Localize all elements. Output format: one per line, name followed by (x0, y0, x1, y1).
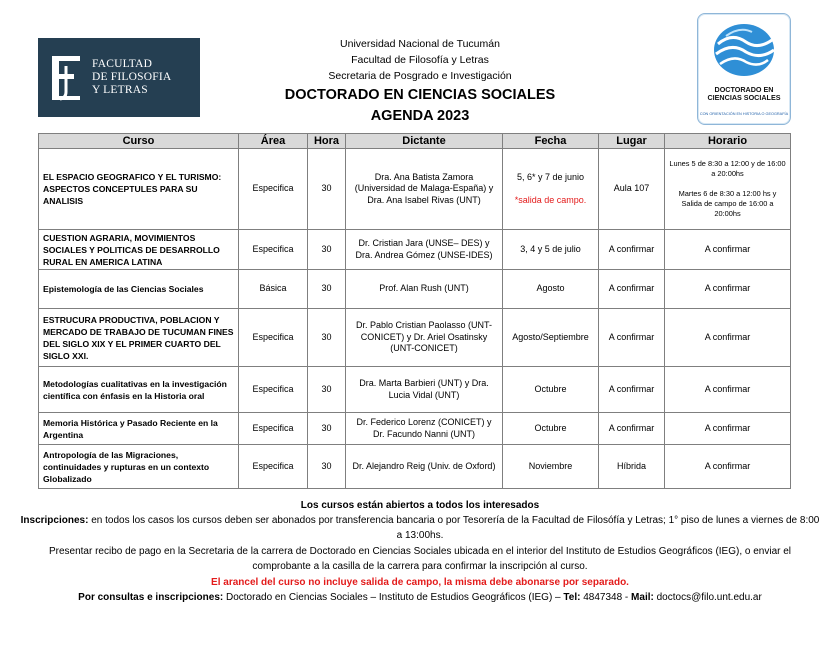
university-name: Universidad Nacional de Tucumán (340, 38, 500, 50)
cell-area: Especifica (239, 413, 308, 445)
cell-dictante: Dr. Alejandro Reig (Univ. de Oxford) (346, 445, 503, 489)
cons-text: Doctorado en Ciencias Sociales – Instituto de Estudios Geográficos (IEG) – (223, 592, 564, 603)
cell-fecha: Noviembre (503, 445, 599, 489)
cell-dictante: Prof. Alan Rush (UNT) (346, 270, 503, 309)
faculty-monogram-icon (46, 52, 86, 104)
horario-line-a: Lunes 5 de 8:30 a 12:00 y de 16:00 a 20:00hs (669, 159, 786, 178)
footer-consultas (20, 590, 820, 605)
cell-dictante: Dra. Ana Batista Zamora (Universidad de Malaga-España) y Dra. Ana Isabel Rivas (UNT) (346, 149, 503, 230)
col-header-fecha: Fecha (503, 134, 599, 149)
secretary-name: Secretaria de Posgrado e Investigación (328, 70, 512, 82)
table-row (39, 149, 791, 230)
cell-horario: A confirmar (665, 445, 791, 489)
cell-lugar: A confirmar (599, 309, 665, 367)
cell-horario: A confirmar (665, 230, 791, 270)
cell-fecha (503, 149, 599, 230)
cell-dictante: Dr. Cristian Jara (UNSE– DES) y Dra. Andrea Gómez (UNSE-IDES) (346, 230, 503, 270)
cell-lugar: Aula 107 (599, 149, 665, 230)
cell-area: Especifica (239, 445, 308, 489)
cell-lugar: A confirmar (599, 230, 665, 270)
footer-inscripciones (20, 513, 820, 543)
cell-fecha: Agosto/Septiembre (503, 309, 599, 367)
table-row (39, 413, 791, 445)
cell-area: Básica (239, 270, 308, 309)
footer-presentar: Presentar recibo de pago en la Secretaria de la carrera de Doctorado en Ciencias Sociales ubicada en el interior del Instituto de Estudios Geográficos (IEG), o enviar el comprobante a la casilla de la carrera para confirmar la inscripción al curso. (48, 546, 792, 572)
mail-value[interactable]: doctocs@filo.unt.edu.ar (653, 592, 762, 603)
cell-fecha: Agosto (503, 270, 599, 309)
cell-curso: CUESTION AGRARIA, MOVIMIENTOS SOCIALES Y POLITICAS DE DESARROLLO RURAL EN AMERICA LATINA (39, 230, 239, 270)
table-header-row (39, 134, 791, 149)
cell-horario (665, 149, 791, 230)
cell-curso: EL ESPACIO GEOGRAFICO Y EL TURISMO: ASPECTOS CONCEPTULES PARA SU ANALISIS (39, 149, 239, 230)
fecha-value: 5, 6* y 7 de junio (516, 171, 585, 182)
doctorado-logo-text (698, 86, 790, 102)
cell-area: Especifica (239, 149, 308, 230)
cell-lugar: Híbrida (599, 445, 665, 489)
logo-line-2: DE FILOSOFIA (92, 71, 172, 83)
logo-line-3: Y LETRAS (92, 84, 148, 96)
cell-dictante: Dra. Marta Barbieri (UNT) y Dra. Lucia Vidal (UNT) (346, 367, 503, 413)
faculty-logo-text (92, 58, 171, 97)
tel-value: 4847348 - (580, 592, 632, 603)
cell-fecha: Octubre (503, 367, 599, 413)
doctorado-logo-line-2: CIENCIAS SOCIALES (707, 93, 781, 102)
insc-text: en todos los casos los cursos deben ser abonados por transferencia bancaria o por Tesorería de la Facultad de Filosófía y Letras; 1° piso de lunes a viernes de 8:00 a 13:00hs. (88, 515, 820, 541)
col-header-area: Área (239, 134, 308, 149)
fecha-note: *salida de campo. (514, 195, 587, 205)
cell-lugar: A confirmar (599, 413, 665, 445)
tel-label: Tel: (563, 592, 581, 603)
footer-open-notice: Los cursos están abiertos a todos los interesados (300, 500, 540, 511)
table-row (39, 445, 791, 489)
cell-dictante: Dr. Pablo Cristian Paolasso (UNT-CONICET) y Dr. Ariel Osatinsky (UNT-CONICET) (346, 309, 503, 367)
col-header-curso: Curso (39, 134, 239, 149)
cell-hora: 30 (308, 270, 346, 309)
cell-curso: ESTRUCURA PRODUCTIVA, POBLACION Y MERCADO DE TRABAJO DE TUCUMAN FINES DEL SIGLO XIX Y EL PRIMER CUARTO DEL SIGLO XXI. (39, 309, 239, 367)
horario-line-b: Martes 6 de 8:30 a 12:00 hs y Salida de campo de 16:00 a 20:00hs (678, 189, 777, 218)
page-subtitle: AGENDA 2023 (370, 108, 470, 124)
table-row (39, 230, 791, 270)
faculty-name: Facultad de Filosofía y Letras (351, 54, 489, 66)
waves-icon (706, 20, 782, 80)
cell-fecha: Octubre (503, 413, 599, 445)
logo-line-1: FACULTAD (92, 58, 153, 70)
table-row (39, 270, 791, 309)
mail-label: Mail: (631, 592, 654, 603)
col-header-lugar: Lugar (599, 134, 665, 149)
cell-horario: A confirmar (665, 309, 791, 367)
cell-curso: Epistemología de las Ciencias Sociales (39, 270, 239, 309)
cell-curso: Antropología de las Migraciones, continuidades y rupturas en un contexto Globalizado (39, 445, 239, 489)
cons-label: Por consultas e inscripciones: (78, 592, 224, 603)
table-row (39, 309, 791, 367)
agenda-table (38, 133, 791, 489)
cell-horario: A confirmar (665, 413, 791, 445)
faculty-logo (38, 38, 200, 117)
cell-hora: 30 (308, 309, 346, 367)
doctorado-logo-line-1: DOCTORADO EN (714, 85, 774, 94)
cell-area: Especifica (239, 367, 308, 413)
cell-hora: 30 (308, 149, 346, 230)
table-row (39, 367, 791, 413)
col-header-horario: Horario (665, 134, 791, 149)
cell-curso: Metodologías cualitativas en la investigación científica con énfasis en la Historia oral (39, 367, 239, 413)
col-header-dictante: Dictante (346, 134, 503, 149)
cell-hora: 30 (308, 367, 346, 413)
cell-dictante: Dr. Federico Lorenz (CONICET) y Dr. Facundo Nanni (UNT) (346, 413, 503, 445)
cell-curso: Memoria Histórica y Pasado Reciente en la Argentina (39, 413, 239, 445)
col-header-hora: Hora (308, 134, 346, 149)
doctorado-logo (697, 13, 791, 125)
insc-label: Inscripciones: (20, 515, 89, 526)
footer-arancel-warning: El arancel del curso no incluye salida de campo, la misma debe abonarse por separado. (211, 577, 629, 588)
cell-horario: A confirmar (665, 367, 791, 413)
cell-area: Especifica (239, 230, 308, 270)
cell-area: Especifica (239, 309, 308, 367)
cell-fecha: 3, 4 y 5 de julio (503, 230, 599, 270)
cell-hora: 30 (308, 413, 346, 445)
cell-lugar: A confirmar (599, 270, 665, 309)
cell-horario: A confirmar (665, 270, 791, 309)
cell-hora: 30 (308, 445, 346, 489)
page-title: DOCTORADO EN CIENCIAS SOCIALES (284, 87, 556, 103)
doctorado-logo-tagline: CON ORIENTACIÓN EN HISTORIA O GEOGRAFÍA (699, 112, 789, 116)
cell-hora: 30 (308, 230, 346, 270)
cell-lugar: A confirmar (599, 367, 665, 413)
